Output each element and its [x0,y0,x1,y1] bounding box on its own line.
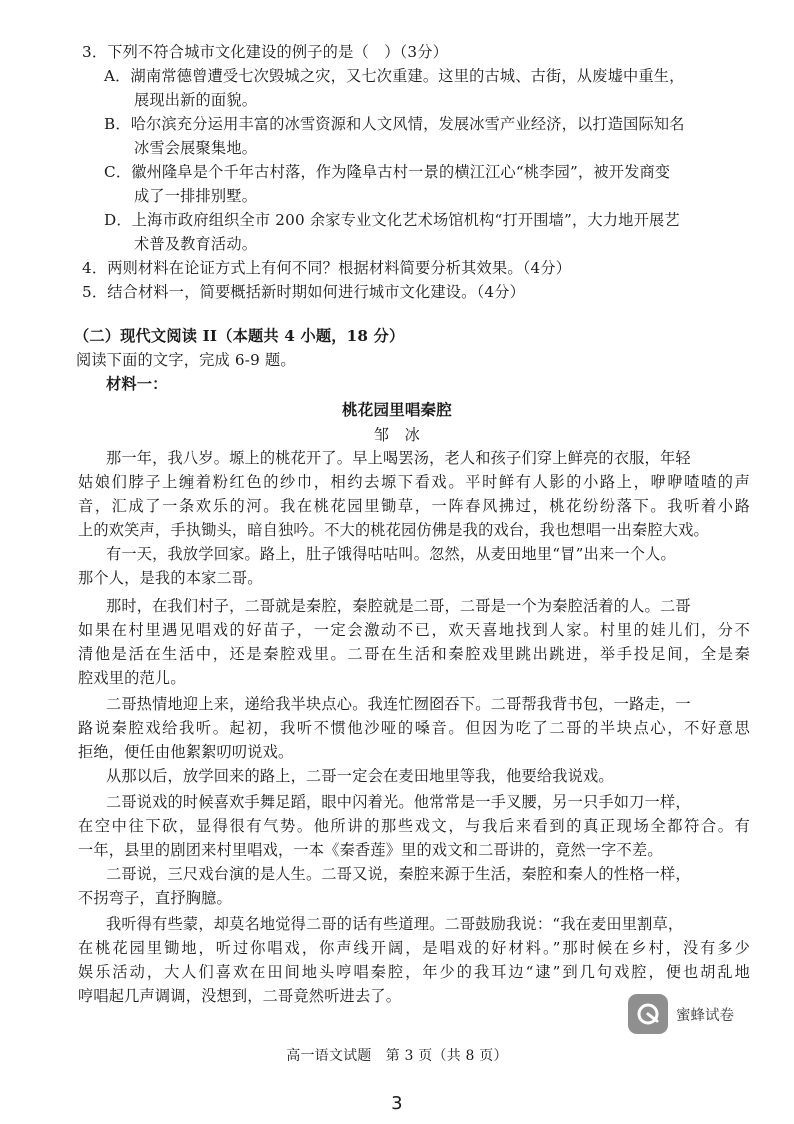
option-b-line-1: B．哈尔滨充分运用丰富的冰雪资源和人文风情，发展冰雪产业经济，以打造国际知名 [104,115,685,133]
article-line: 在桃花园里锄地，听过你唱戏，你声线开阔，是唱戏的好材料。”那时候在乡村，没有多少 [78,939,750,957]
option-a-line-1: A．湖南常德曾遭受七次毁城之灾，又七次重建。这里的古城、古街，从废墟中重生， [104,67,685,85]
article-line: 拒绝，便任由他絮絮叨叨说戏。 [78,743,294,761]
option-b-line-2: 冰雪会展聚集地。 [134,139,258,157]
article-line: 二哥热情地迎上来，递给我半块点心。我连忙囫囵吞下。二哥帮我背书包，一路走，一 [106,695,691,713]
section-heading: （二）现代文阅读 II（本题共 4 小题，18 分） [74,327,405,345]
option-c-line-2: 成了一排排别墅。 [134,187,258,205]
article-line: 从那以后，放学回来的路上，二哥一定会在麦田地里等我，他要给我说戏。 [106,767,614,785]
article-author: 邹 冰 [373,426,421,444]
article-line: 那一年，我八岁。塬上的桃花开了。早上喝罢汤，老人和孩子们穿上鲜亮的衣服，年轻 [106,449,691,467]
option-d-line-1: D．上海市政府组织全市 200 余家专业文化艺术场馆机构“打开围墙”，大力地开展艺 [104,211,680,229]
article-line: 二哥说戏的时候喜欢手舞足蹈，眼中闪着光。他常常是一手叉腰，另一只手如刀一样， [106,793,691,811]
article-line: 有一天，我放学回家。路上，肚子饿得咕咕叫。忽然，从麦田地里“冒”出来一个人。 [106,545,676,563]
option-d-line-2: 术普及教育活动。 [134,235,258,253]
option-a-line-2: 展现出新的面貌。 [134,91,258,109]
page-footer: 高一语文试题 第 3 页（共 8 页） [286,1048,508,1064]
article-line: 清他是活在生活中，还是秦腔戏里。二哥在生活和秦腔戏里跳出跳进，举手投足间，全是秦 [78,645,750,663]
article-line: 在空中往下砍，显得很有气势。他所讲的那些戏文，与我后来看到的真正现场全都符合。有 [78,817,750,835]
bee-logo-icon [628,994,668,1034]
article-line: 腔戏里的范儿。 [78,669,186,687]
article-line: 哼唱起几声调调，没想到，二哥竟然听进去了。 [78,987,402,1005]
option-c-line-1: C．徽州隆阜是个千年古村落，作为隆阜古村一景的横江江心“桃李园”，被开发商变 [104,163,671,181]
article-line: 音，汇成了一条欢乐的河。我在桃花园里锄草，一阵春风拂过，桃花纷纷落下。我听着小路 [78,497,750,515]
question-5: 5．结合材料一，简要概括新时期如何进行城市文化建设。（4分） [82,283,525,301]
article-line: 二哥说，三尺戏台演的是人生。二哥又说，秦腔来源于生活，秦腔和秦人的性格一样， [106,865,691,883]
material-label: 材料一： [106,375,168,393]
article-line: 不拐弯子，直抒胸臆。 [78,889,232,907]
article-line: 那个人，是我的本家二哥。 [78,569,263,587]
watermark-text: 蜜蜂试卷 [676,1007,734,1024]
article-line: 娱乐活动，大人们喜欢在田间地头哼唱秦腔，年少的我耳边“逮”到几句戏腔，便也胡乱地 [78,963,750,981]
article-line: 上的欢笑声，手执锄头，暗自独吟。不大的桃花园仿佛是我的戏台，我也想唱一出秦腔大戏。 [78,521,709,539]
article-line: 路说秦腔戏给我听。起初，我听不惯他沙哑的嗓音。但因为吃了二哥的半块点心，不好意思 [78,719,750,737]
article-title: 桃花园里唱秦腔 [342,400,452,419]
watermark [628,994,734,1034]
article-line: 姑娘们脖子上缠着粉红色的纱巾，相约去塬下看戏。平时鲜有人影的小路上，咿咿喳喳的声 [78,473,750,491]
article-line: 一年，县里的剧团来村里唱戏，一本《秦香莲》里的戏文和二哥讲的，竟然一字不差。 [78,841,663,859]
question-3-stem: 3．下列不符合城市文化建设的例子的是（ ）（3分） [82,43,449,61]
section-instruction: 阅读下面的文字，完成 6-9 题。 [76,351,296,369]
article-line: 如果在村里遇见唱戏的好苗子，一定会激动不已，欢天喜地找到人家。村里的娃儿们，分不 [78,621,750,639]
article-line: 那时，在我们村子，二哥就是秦腔，秦腔就是二哥，二哥是一个为秦腔活着的人。二哥 [106,597,691,615]
page-number: 3 [391,1093,403,1114]
article-line: 我听得有些蒙，却莫名地觉得二哥的话有些道理。二哥鼓励我说：“我在麦田里割草， [106,915,684,933]
question-4: 4．两则材料在论证方式上有何不同？根据材料简要分析其效果。（4分） [82,259,572,277]
